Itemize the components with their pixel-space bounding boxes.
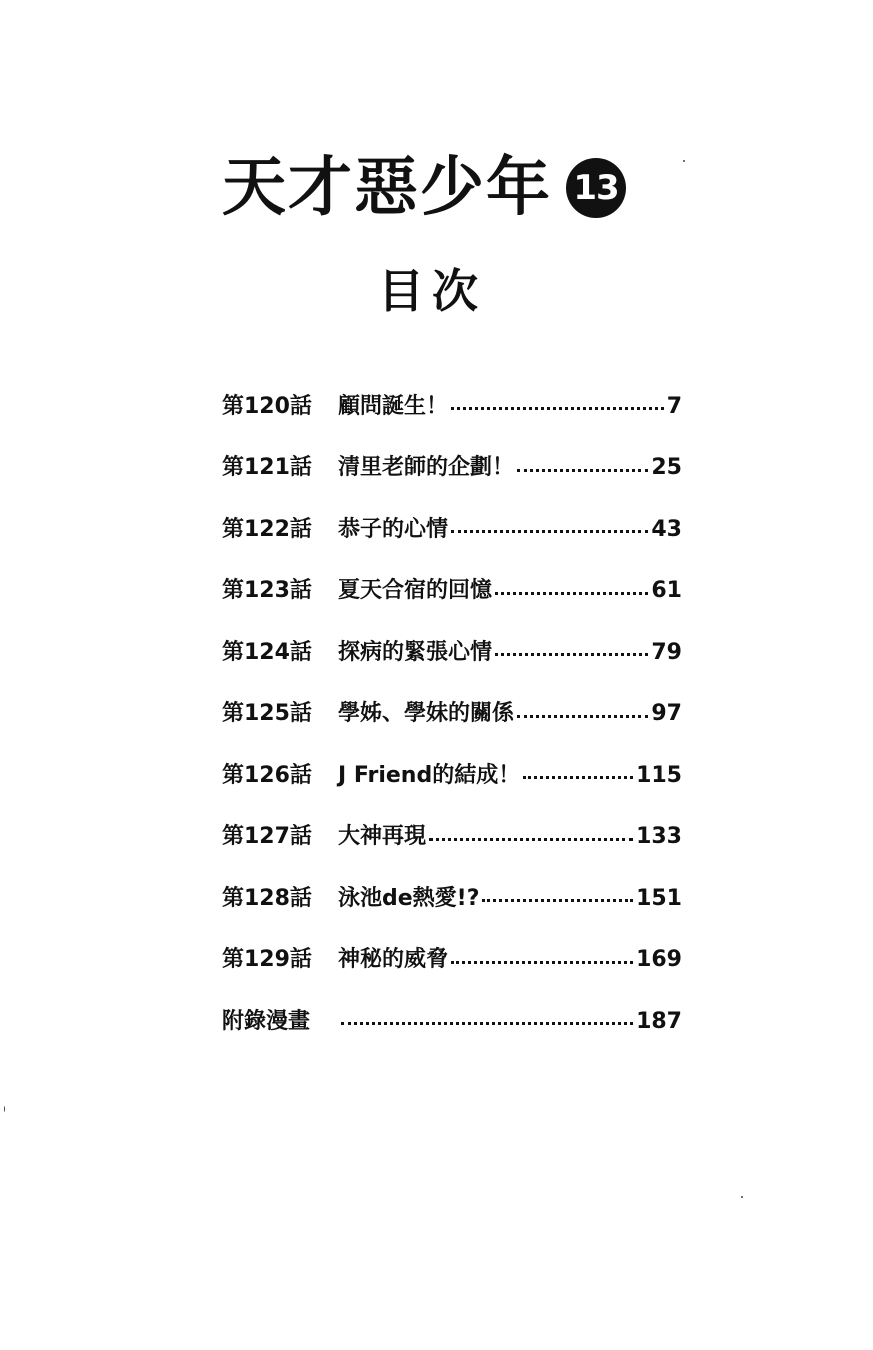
- chapter-number: 第126話: [222, 762, 312, 788]
- toc-entry: [222, 438, 682, 500]
- page-number: 133: [636, 824, 682, 850]
- chapter-title: 泳池de熱愛!?: [338, 885, 480, 911]
- page-number: 25: [651, 455, 682, 481]
- chapter-number: 第124話: [222, 639, 312, 665]
- toc-heading: 目次: [378, 264, 486, 318]
- dot-leader: [451, 530, 648, 533]
- dot-leader: [523, 776, 633, 779]
- chapter-number: 第120話: [222, 393, 312, 419]
- book-title: 天才惡少年: [222, 151, 552, 225]
- chapter-number: 第121話: [222, 455, 312, 481]
- chapter-title: J Friend的結成！: [338, 762, 521, 788]
- toc-entry: [222, 930, 682, 992]
- page-number: 151: [636, 885, 682, 911]
- chapter-title: 大神再現: [338, 824, 427, 850]
- chapter-number: 第127話: [222, 824, 312, 850]
- dot-leader: [495, 653, 648, 656]
- page-number: 79: [651, 639, 682, 665]
- dot-leader: [451, 407, 664, 410]
- toc-entry: [222, 807, 682, 869]
- chapter-number: 第128話: [222, 885, 312, 911]
- chapter-number: 第122話: [222, 516, 312, 542]
- chapter-number: 第123話: [222, 578, 312, 604]
- chapter-number: 附錄漫畫: [222, 1008, 311, 1034]
- chapter-number: 第129話: [222, 947, 312, 973]
- toc-list: [222, 376, 682, 1053]
- toc-entry: [222, 376, 682, 438]
- page-number: 115: [636, 762, 682, 788]
- dot-leader: [517, 469, 648, 472]
- toc-entry: [222, 561, 682, 623]
- toc-entry: [222, 868, 682, 930]
- chapter-title: 夏天合宿的回憶: [338, 578, 493, 604]
- scan-speck: [4, 1106, 5, 1112]
- toc-entry: [222, 622, 682, 684]
- scan-speck: [683, 160, 685, 162]
- dot-leader: [517, 715, 648, 718]
- chapter-title: 顧問誕生！: [338, 393, 449, 419]
- page-number: 187: [636, 1008, 682, 1034]
- page-number: 43: [651, 516, 682, 542]
- scan-speck: [741, 1196, 743, 1198]
- chapter-number: 第125話: [222, 701, 312, 727]
- book-title-row: [222, 148, 626, 228]
- page-number: 61: [651, 578, 682, 604]
- toc-entry: [222, 684, 682, 746]
- chapter-title: 恭子的心情: [338, 516, 449, 542]
- chapter-title: 神秘的威脅: [338, 947, 449, 973]
- volume-badge: 13: [566, 158, 626, 218]
- dot-leader: [451, 961, 633, 964]
- page-number: 169: [636, 947, 682, 973]
- dot-leader: [429, 838, 633, 841]
- chapter-title: 學姊、學妹的關係: [338, 701, 515, 727]
- chapter-title: 清里老師的企劃！: [338, 455, 515, 481]
- toc-entry: [222, 991, 682, 1053]
- toc-entry: [222, 745, 682, 807]
- toc-entry: [222, 499, 682, 561]
- dot-leader: [341, 1022, 633, 1025]
- dot-leader: [482, 899, 633, 902]
- dot-leader: [495, 592, 648, 595]
- page-number: 7: [666, 393, 682, 419]
- chapter-title: 探病的緊張心情: [338, 639, 493, 665]
- page-number: 97: [651, 701, 682, 727]
